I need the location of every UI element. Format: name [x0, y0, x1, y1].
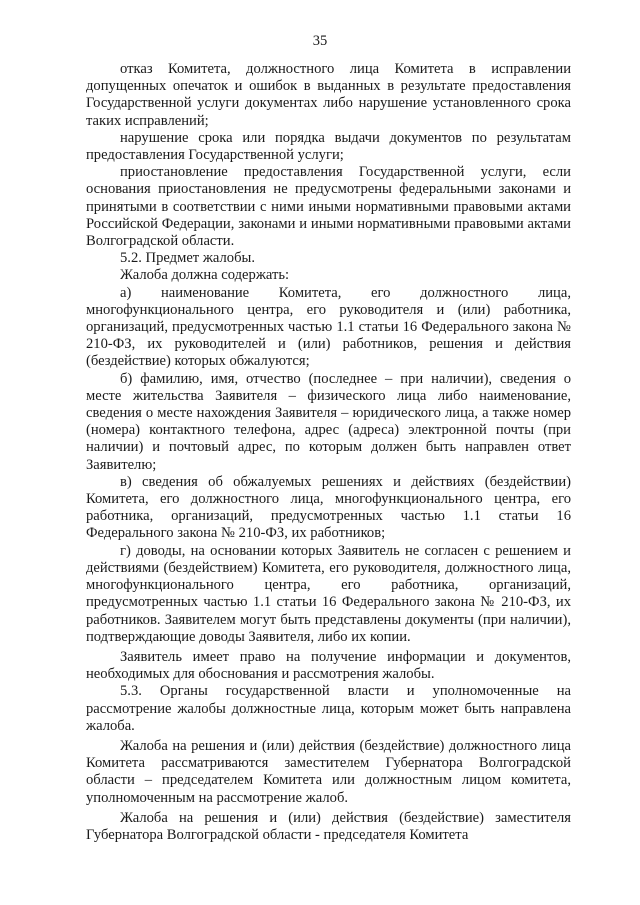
page-number: 35: [312, 33, 328, 49]
section-heading-5-3: 5.3. Органы государственной власти и уполномоченные на рассмотрение жалобы должностные лица, которым может быть направлена жалоба.: [86, 683, 571, 734]
paragraph-refusal-correction: отказ Комитета, должностного лица Комитета в исправлении допущенных опечаток и ошибок в выданных в результате предоставления Государственной услуги документах либо нарушение установленного срока таких исправлений;: [86, 61, 571, 129]
paragraph-suspension: приостановление предоставления Государственной услуги, если основания приостановления не предусмотрены федеральными законами и принятыми в соответствии с ними иными нормативными правовыми актами Российской Федерации, законами и иными нормативными правовыми актами Волгоградской области.: [86, 164, 571, 250]
list-item-b: б) фамилию, имя, отчество (последнее – при наличии), сведения о месте жительства Заявителя – физического лица либо наименование, сведения о месте нахождения Заявителя – юридического лица, а также номер (номера) контактного телефона, адрес (адреса) электронной почты (при наличии) и почтовый адрес, по которым должен быть направлен ответ Заявителю;: [86, 370, 571, 473]
paragraph-deputy-complaint: Жалоба на решения и (или) действия (бездействие) заместителя Губернатора Волгоградской области - председателя Комитета: [86, 809, 571, 843]
section-heading-5-2: 5.2. Предмет жалобы.: [120, 250, 255, 267]
list-item-v: в) сведения об обжалуемых решениях и действиях (бездействии) Комитета, его должностного лица, многофункционального центра, его работника, организаций, предусмотренных частью 1.1 статьи 16 Федерального закона № 210-ФЗ, их работников;: [86, 473, 571, 542]
list-item-g: г) доводы, на основании которых Заявитель не согласен с решением и действиями (бездействием) Комитета, его руководителя, должностного лица, многофункционального центра, его работника, организаций, предусмотренных частью 1.1 статьи 16 Федерального закона № 210-ФЗ, их работников. Заявителем могут быть представлены документы (при наличии), подтверждающие доводы Заявителя, либо их копии.: [86, 542, 571, 645]
document-body: [86, 61, 571, 844]
paragraph-official-complaint: Жалоба на решения и (или) действия (бездействие) должностного лица Комитета рассматриваются заместителем Губернатора Волгоградской области – председателем Комитета или должностным лицом комитета, уполномоченным на рассмотрение жалоб.: [86, 737, 571, 806]
paragraph-complaint-contents: Жалоба должна содержать:: [120, 267, 290, 284]
paragraph-deadline-violation: нарушение срока или порядка выдачи документов по результатам предоставления Государственной услуги;: [86, 129, 571, 164]
paragraph-applicant-rights: Заявитель имеет право на получение информации и документов, необходимых для обоснования и рассмотрения жалобы.: [86, 648, 571, 683]
list-item-a: а) наименование Комитета, его должностного лица, многофункционального центра, его руководителя и (или) работника, организаций, предусмотренных частью 1.1 статьи 16 Федерального закона № 210-ФЗ, их руководителей и (или) работников, решения и действия (бездействие) которых обжалуются;: [86, 284, 571, 370]
